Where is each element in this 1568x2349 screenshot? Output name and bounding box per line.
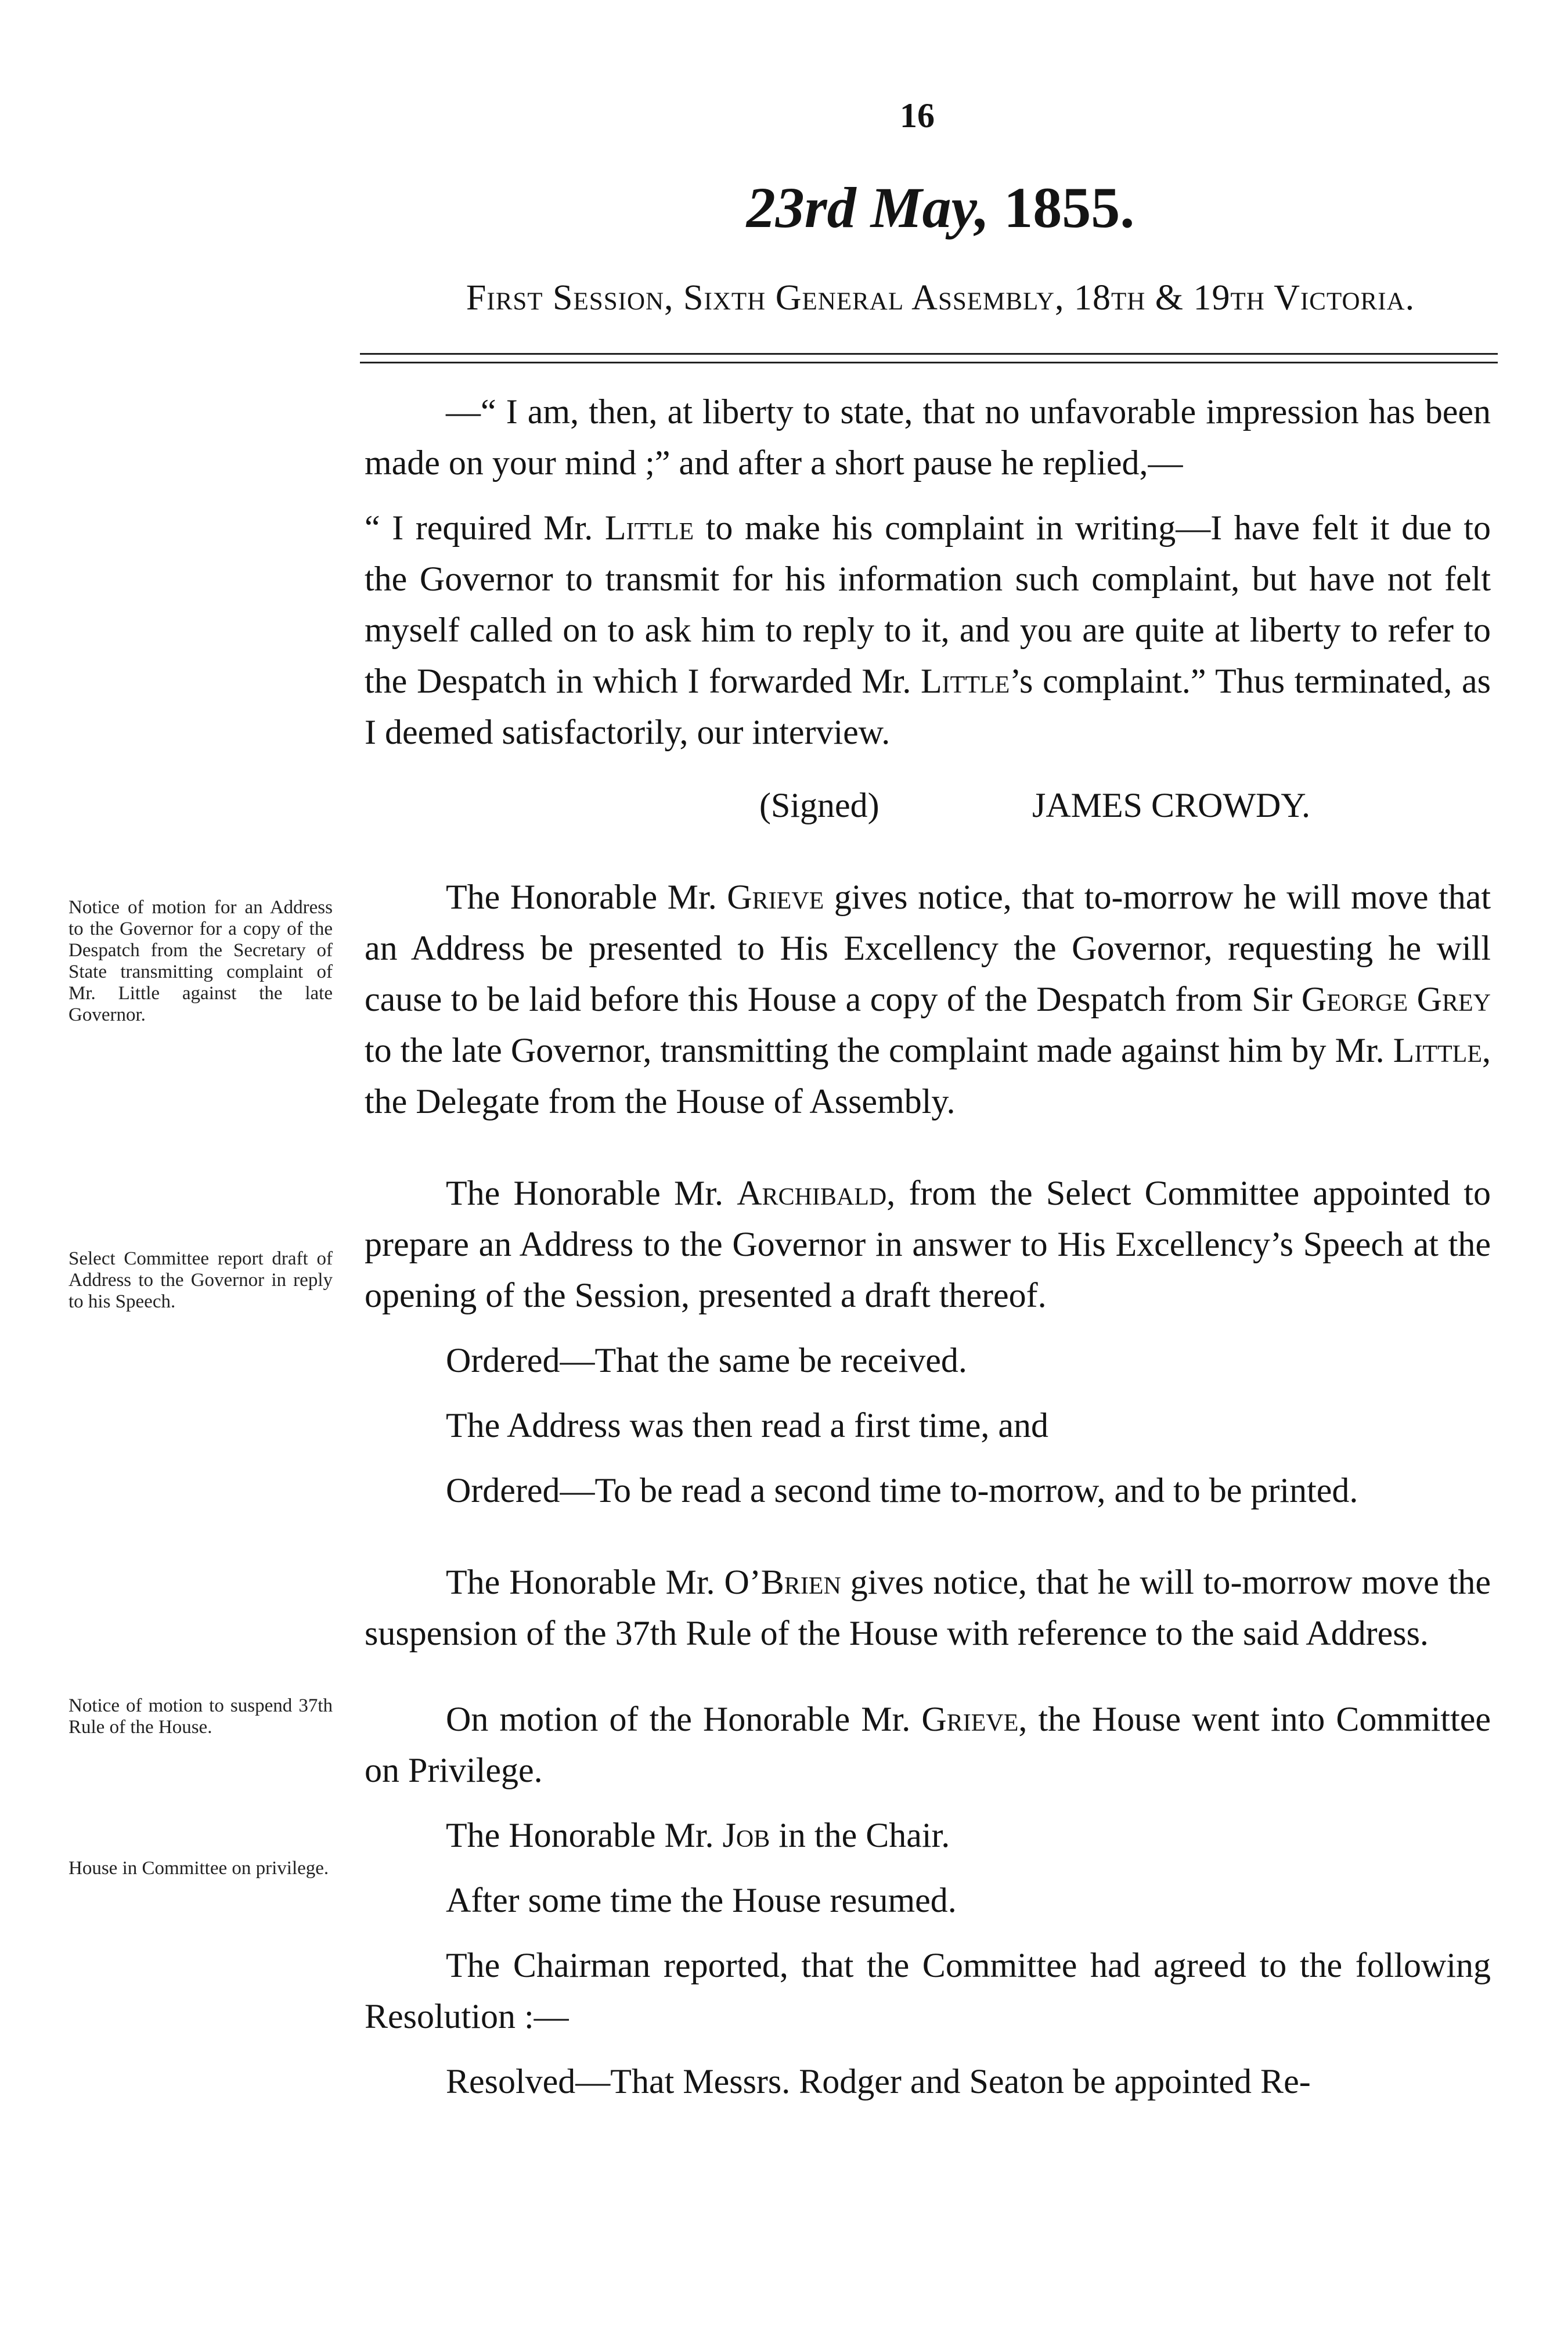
session-line: First Session, Sixth General Assembly, 18th & 19th Victoria. bbox=[466, 278, 1415, 318]
margin-note-suspend-rule: Notice of motion to suspend 37th Rule of the House. bbox=[69, 1695, 333, 1738]
main-body bbox=[365, 386, 1491, 2121]
margin-note-address-motion: Notice of motion for an Address to the Governor for a copy of the Despatch from the Secretary of State transmitting complaint of Mr. Little against the late Governor. bbox=[69, 897, 333, 1025]
archibald-paragraph bbox=[365, 1168, 1491, 1321]
paragraph-text: in the Chair. bbox=[770, 1816, 950, 1854]
quote-paragraph-1: —“ I am, then, at liberty to state, that no unfavorable impression has been made on your mind ;” and after a short pause he replied,— bbox=[365, 392, 1491, 482]
paragraph-text: The Honorable Mr. bbox=[446, 1174, 737, 1212]
name-little: Little bbox=[921, 662, 1010, 700]
obrien-notice-paragraph bbox=[365, 1557, 1491, 1659]
margin-note-select-committee: Select Committee report draft of Address to the Governor in reply to his Speech. bbox=[69, 1248, 333, 1312]
paragraph-text: , the House went into Committee on Privilege. bbox=[365, 1700, 1491, 1789]
name-archibald: Archibald bbox=[737, 1174, 887, 1212]
name-grieve: Grieve bbox=[727, 878, 824, 916]
committee-privilege-paragraph bbox=[365, 1694, 1491, 1796]
date-heading bbox=[737, 174, 1144, 241]
paragraph-text: gives notice, that to-morrow he will move that an Address be presented to His Excellency the Governor, requesting he will cause to be laid before this House a copy of the Despatch from Sir bbox=[365, 878, 1491, 1018]
name-grieve: Grieve bbox=[921, 1700, 1019, 1738]
name-obrien: O’Brien bbox=[724, 1563, 841, 1601]
address-first-reading: The Address was then read a first time, and bbox=[446, 1406, 1049, 1444]
house-resumed: After some time the House resumed. bbox=[446, 1881, 957, 1919]
paragraph-text: The Honorable Mr. bbox=[446, 878, 727, 916]
quote-text: to make his complaint in writing—I have felt it due to the Governor to transmit for his information such complaint, but have not felt myself called on to ask him to reply to it, and you are quite at liberty to refer to the Despatch in which I forwarded Mr. bbox=[365, 509, 1491, 700]
date-month: May, bbox=[870, 175, 990, 240]
ordered-second-reading: Ordered—To be read a second time to-morrow, and to be printed. bbox=[446, 1471, 1358, 1509]
page-number: 16 bbox=[900, 96, 935, 135]
quote-paragraph-2 bbox=[365, 502, 1491, 758]
date-day: 23rd bbox=[746, 175, 856, 240]
date-year: 1855. bbox=[1004, 175, 1135, 240]
signed-name: JAMES CROWDY. bbox=[1032, 786, 1310, 824]
ordered-received: Ordered—That the same be received. bbox=[446, 1341, 967, 1379]
margin-note-committee-privilege: House in Committee on privilege. bbox=[69, 1858, 329, 1879]
quote-text: “ I required Mr. bbox=[365, 509, 605, 547]
paragraph-text: On motion of the Honorable Mr. bbox=[446, 1700, 922, 1738]
grieve-notice-paragraph bbox=[365, 871, 1491, 1127]
name-little: Little bbox=[1393, 1031, 1482, 1069]
header-double-rule bbox=[360, 353, 1498, 363]
name-job: Job bbox=[722, 1816, 770, 1854]
job-chair-paragraph bbox=[365, 1810, 1491, 1861]
signed-label: (Signed) bbox=[759, 786, 879, 824]
name-george-grey: George Grey bbox=[1301, 980, 1491, 1018]
paragraph-text: to the late Governor, transmitting the complaint made against him by Mr. bbox=[365, 1031, 1393, 1069]
signature-line bbox=[365, 780, 1491, 831]
quote-text: ’s complaint.” Thus terminated, as I deemed satisfactorily, our interview. bbox=[365, 662, 1491, 751]
paragraph-text: , from the Select Committee appointed to prepare an Address to the Governor in answer to His Excellency’s Speech at the opening of the Session, presented a draft thereof. bbox=[365, 1174, 1491, 1314]
paragraph-text: The Honorable Mr. bbox=[446, 1563, 724, 1601]
name-little: Little bbox=[604, 509, 694, 547]
chairman-reported: The Chairman reported, that the Committee had agreed to the following Resolution :— bbox=[365, 1946, 1491, 2035]
paragraph-text: The Honorable Mr. bbox=[446, 1816, 723, 1854]
paragraph-text: , the Delegate from the House of Assembly. bbox=[365, 1031, 1491, 1121]
resolved-paragraph: Resolved—That Messrs. Rodger and Seaton be appointed Re- bbox=[446, 2062, 1311, 2101]
paragraph-text: gives notice, that he will to-morrow move the suspension of the 37th Rule of the House with reference to the said Address. bbox=[365, 1563, 1491, 1652]
